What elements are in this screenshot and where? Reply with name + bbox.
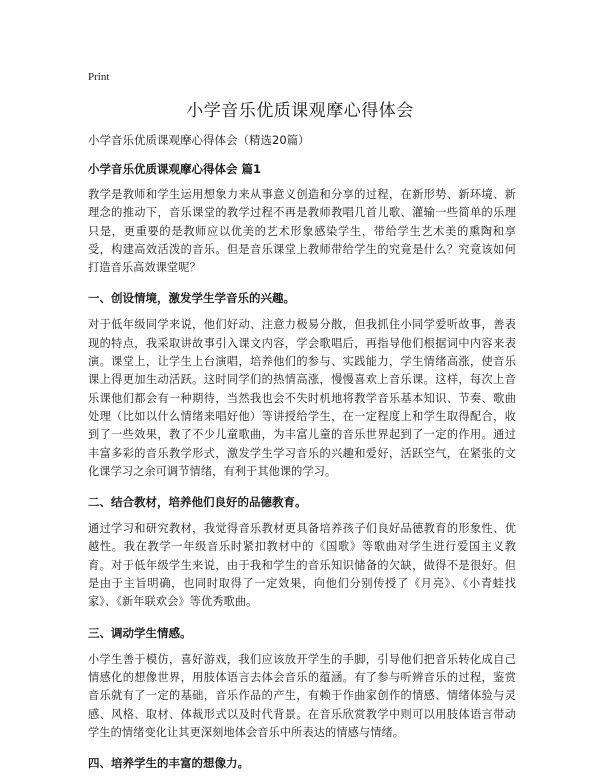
section-paragraph-3: 小学生善于模仿，喜好游戏，我们应该放开学生的手脚，引导他们把音乐转化成自己情感化的想像世界，用肢体语言去体会音乐的蕴涵。有了参与听辨音乐的过程，鉴赏音乐就有了一定的基础，音乐作品的产生，有赖于作曲家创作的情感、情绪体验与灵感、风格、取材、体裁形式以及时代背景。在音乐欣赏教学中则可以用肢体语言带动学生的情绪变化让其更深刻地体会音乐中所表达的情感与情绪。 xyxy=(88,652,516,739)
section-paragraph-2: 通过学习和研究教材，我觉得音乐教材更具备培养孩子们良好品德教育的形象性、优越性。我在教学一年级音乐时紧扣教材中的《国歌》等歌曲对学生进行爱国主义教育。对于低年级学生来说，由于我和学生的音乐知识储备的欠缺，做得不是很好。但是由于主旨明确，也同时取得了一定效果，向他们分别传授了《月亮》、《小青蛙找家》、《新年联欢会》等优秀歌曲。 xyxy=(88,522,516,609)
section-heading-1: 一、创设情境，激发学生学音乐的兴趣。 xyxy=(88,291,295,306)
section-heading-3: 三、调动学生情感。 xyxy=(88,625,192,640)
print-link[interactable]: Print xyxy=(88,71,110,83)
section-heading-4: 四、培养学生的丰富的想像力。 xyxy=(88,756,249,771)
section-heading-part1: 小学音乐优质课观摩心得体会 篇1 xyxy=(88,162,262,176)
section-paragraph-intro: 教学是教师和学生运用想象力来从事意义创造和分享的过程，在新形势、新环境、新理念的推动下，音乐课堂的教学过程不再是教师教唱几首儿歌、灌输一些简单的乐理只是，更重要的是教师应以优美的艺术形象感染学生，带给学生艺术美的熏陶和享受，构建高效活泼的音乐。但是音乐课堂上教师带给学生的究竟是什么？究竟该如何打造音乐高效课堂呢？ xyxy=(88,188,516,275)
document-title: 小学音乐优质课观摩心得体会 xyxy=(186,101,414,121)
document-subtitle: 小学音乐优质课观摩心得体会（精选20篇） xyxy=(88,133,310,147)
section-paragraph-1: 对于低年级同学来说，他们好动、注意力极易分散，但我抓住小同学爱听故事，善表现的特点，我采取讲故事引入课文内容，学会歌唱后，再指导他们根据词中内容来表演。课堂上，让学生上台演唱，培养他们的参与、实践能力，学生情绪高涨，使音乐课上得更加生动活跃。这时同学们的热情高涨，慢慢喜欢上音乐课。这样，每次上音乐课他们都会有一种期待，当然我也会不失时机地将教学音乐基本知识、节奏、歌曲处理（比如以什么情绪来唱好他）等讲授给学生，在一定程度上和学生取得配合，收到了一些效果，教了不少儿童歌曲，为丰富儿童的音乐世界起到了一定的作用。通过丰富多彩的音乐教学形式，激发学生学习音乐的兴趣和爱好，活跃空气，在紧张的文化课学习之余可调节情绪，有利于其他课的学习。 xyxy=(88,318,516,478)
document-body xyxy=(88,160,516,781)
section-heading-2: 二、结合教材，培养他们良好的品德教育。 xyxy=(88,495,307,510)
